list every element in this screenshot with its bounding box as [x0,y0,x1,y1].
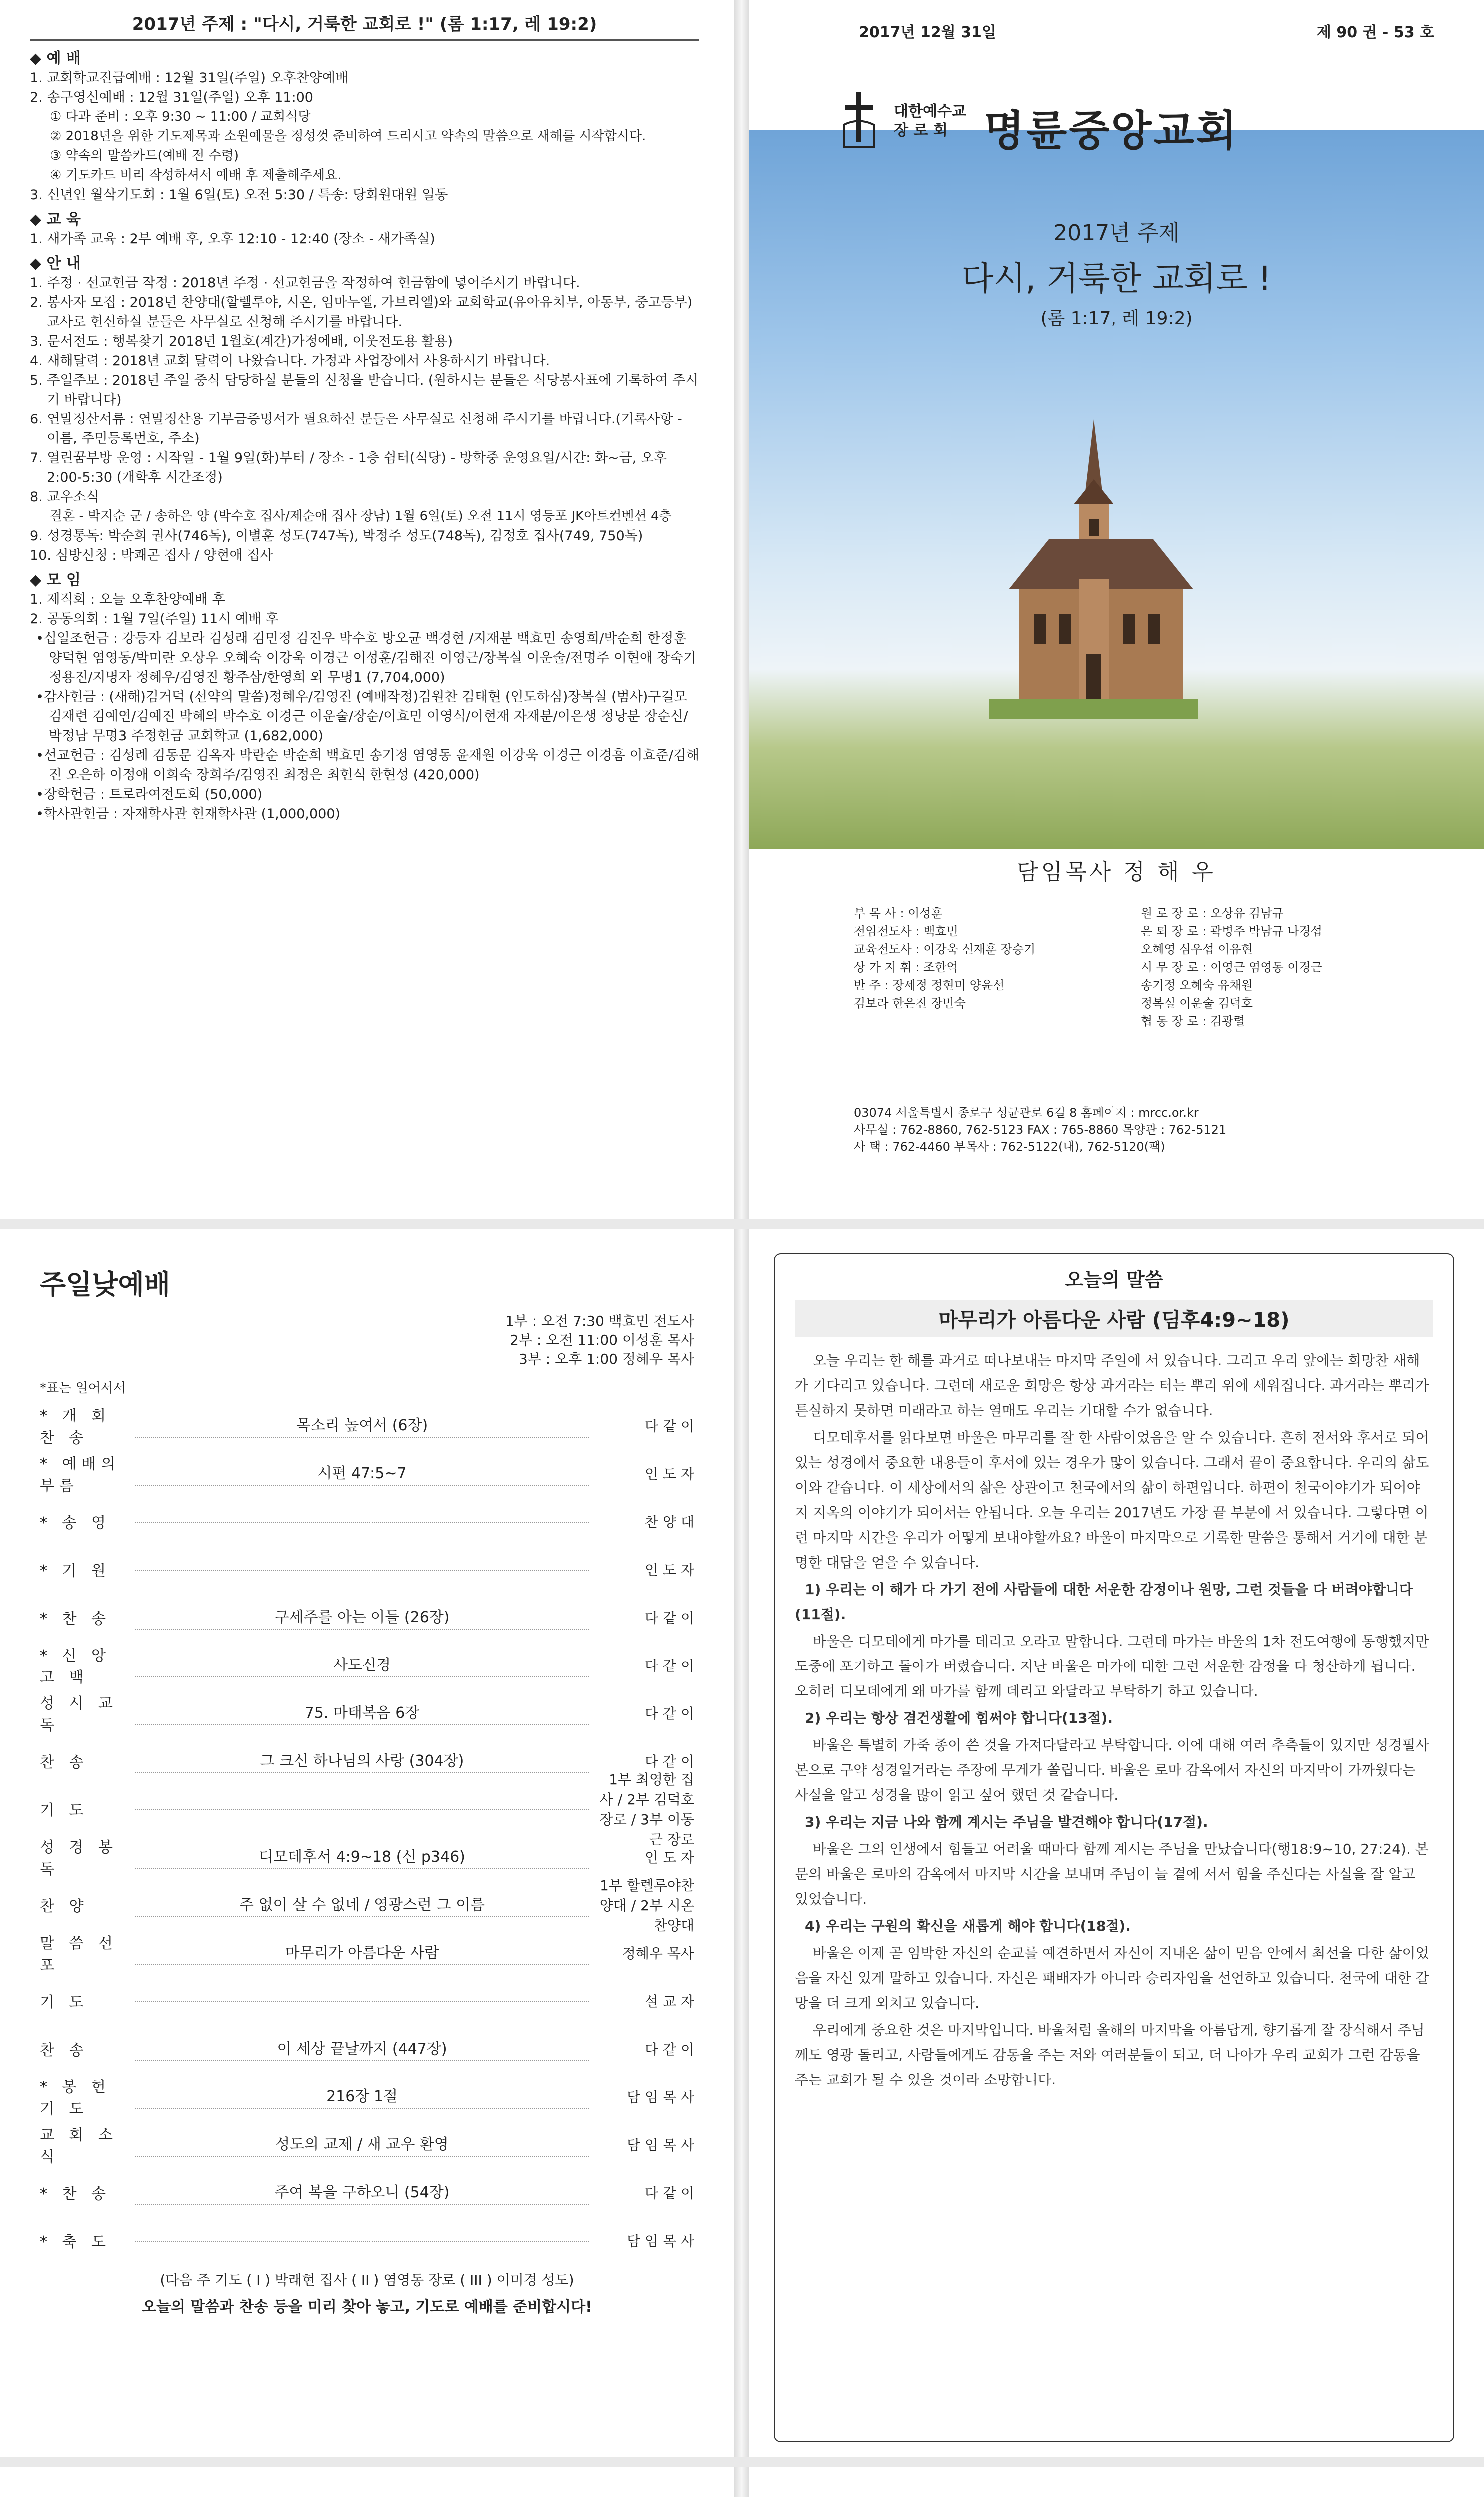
worship-row-content [135,1999,589,2002]
worship-row-content: 사도신경 [135,1653,589,1677]
church-address [854,1099,1408,1155]
worship-row-leader: 정혜우 목사 [622,1945,694,1962]
worship-row-label: 교 회 소 식 [40,2126,118,2166]
guide-item: 5. 주일주보 : 2018년 주일 중식 담당하실 분들의 신청을 받습니다. (원하시는 분들은 식당봉사표에 기록하여 주시기 바랍니다) [30,373,699,408]
staff-entry: 상 가 지 휘 : 조한억 [854,960,958,974]
senior-pastor: 담임목사 정 해 우 [1017,859,1216,885]
meeting-item: •학사관헌금 : 자재학사관 헌재학사관 (1,000,000) [36,806,341,822]
worship-row-leader: 인 도 자 [645,1466,694,1482]
sermon-body [795,1348,1433,2092]
sermon-paragraph: 바울은 특별히 가죽 종이 쓴 것을 가져다달라고 부탁합니다. 이에 대해 여러 추측들이 있지만 성경필사본으로 구약 성경일거라는 주장에 무게가 쏠립니다. 바울은 로마 감옥에서 자신의 마지막이 가까웠다는 사실을 알고 성경을 많이 읽고 싶어 했던 것 같습니다. [795,1737,1429,1803]
worship-row [40,2025,694,2073]
section-meeting-title: ◆ 모 임 [30,570,699,590]
meeting-item: •감사헌금 : (새해)김거덕 (선약의 말씀)정혜우/김영진 (예배작정)김원찬 김태현 (인도하심)장복실 (범사)구길모 김재련 김예연/김예진 박혜의 박수호 이경근 이운술/장순/이효민 이영식/이현재 자재분/이은생 정낭분 장순신/박정남 무명3 주정헌금 교회학교 (1,682,000) [36,689,688,744]
guide-item: 9. 성경통독: 박순희 권사(746독), 이별훈 성도(747독), 박정주 성도(748독), 김정호 집사(749, 750독) [30,528,643,544]
prepare-note: 오늘의 말씀과 찬송 등을 미리 찾아 놓고, 기도로 예배를 준비합시다! [142,2298,592,2316]
worship-row-content: 시편 47:5~7 [135,1461,589,1486]
notice-item: ① 다과 준비 : 오후 9:30 ~ 11:00 / 교회식당 [50,109,311,124]
guide-item: 3. 문서전도 : 행복찾기 2018년 1월호(계간)가정에배, 이웃전도용 활용) [30,334,453,349]
worship-row-leader: 1부 할렐루야찬양대 / 2부 시온 찬양대 [599,1877,694,1934]
worship-row [40,1737,694,1785]
offerings-panel [749,2467,1484,2497]
theme-heading: 2017년 주제 : "다시, 거룩한 교회로 !" (롬 1:17, 레 19:2) [30,15,699,41]
staff-entry: 협 동 장 로 : 김광렬 [1141,1014,1245,1028]
worship-row-label: * 기 원 [40,1562,111,1580]
worship-row-content: 75. 마태복음 6장 [135,1700,589,1725]
service-time: 3부 : 오후 1:00 정혜우 목사 [518,1351,694,1367]
worship-row-content: 마무리가 아름다운 사람 [135,1940,589,1965]
sermon-paragraph: 우리에게 중요한 것은 마지막입니다. 바울처럼 올해의 마지막을 아름답게, 향기롭게 잘 장식해서 주님께도 영광 돌리고, 사람들에게도 감동을 주는 저와 여러분들이 되고, 더 나아가 우리 교회가 그런 감동을 주는 교회가 될 수 있을 것이라 소망합니다. [795,2022,1425,2088]
worship-row-leader: 설 교 자 [645,1993,694,2010]
worship-row-label: * 찬 송 [40,1610,111,1628]
afternoon-panel [0,2467,734,2497]
guide-item: 2. 봉사자 모집 : 2018년 찬양대(할렐루야, 시온, 임마누엘, 가브리엘)와 교회학교(유아유치부, 아동부, 중고등부)교사로 헌신하실 분들은 사무실로 신청해 주시기를 바랍니다. [30,295,693,330]
worship-row-label: 성 경 봉 독 [40,1839,118,1878]
worship-row [40,1497,694,1545]
page-separator [0,2457,1484,2467]
worship-row-leader: 인 도 자 [645,1849,694,1866]
notice-item: ③ 약속의 말씀카드(예배 전 수령) [50,148,239,163]
meeting-notices [30,590,699,824]
sermon-paragraph: 1) 우리는 이 해가 다 가기 전에 사람들에 대한 서운한 감정이나 원망, 그런 것들을 다 버려야합니다(11절). [795,1581,1413,1623]
notice-item: 2. 송구영신예배 : 12월 31일(주일) 오후 11:00 [30,90,313,105]
guide-item: 4. 새해달력 : 2018년 교회 달력이 나왔습니다. 가정과 사업장에서 사용하시기 바랍니다. [30,353,550,369]
worship-row-content: 성도의 교제 / 새 교우 환영 [135,2132,589,2157]
guide-item: 6. 연말정산서류 : 연말정산용 기부금증명서가 필요하신 분들은 사무실로 신청해 주시기를 바랍니다.(기록사항 - 이름, 주민등록번호, 주소) [30,412,682,446]
stand-note: *표는 일어서서 [40,1381,126,1396]
org-denomination-line1: 대한예수교 [894,103,966,120]
worship-row-content: 216장 1절 [135,2084,589,2109]
page-separator [0,1219,1484,1229]
worship-row-leader: 찬 양 대 [645,1514,694,1530]
staff-entry: 김보라 한은진 장민숙 [854,996,966,1010]
staff-entry: 은 퇴 장 로 : 곽병주 박남규 나경섭 [1141,924,1322,938]
church-name: 명륜중앙교회 [984,106,1239,155]
worship-row-label: * 봉 헌 기 도 [40,2079,111,2118]
worship-row [40,1449,694,1497]
meeting-item: •선교헌금 : 김성례 김동문 김옥자 박란순 박순희 백효민 송기정 염영동 윤재원 이강욱 이경근 이경흠 이효준/김해진 오은하 이정애 이희숙 장희주/김영진 최정은 최헌식 한현성 (420,000) [36,748,699,783]
staff-list [854,899,1408,1030]
meeting-item: •장학헌금 : 트로라여전도회 (50,000) [36,787,263,802]
staff-entry: 부 목 사 : 이성훈 [854,906,943,920]
worship-row [40,2216,694,2264]
worship-row-content: 구세주를 아는 이들 (26장) [135,1605,589,1630]
sermon-paragraph: 디모데후서를 읽다보면 바울은 마무리를 잘 한 사람이었음을 알 수 있습니다. 흔히 전서와 후서로 되어 있는 성경에서 중요한 내용들이 후서에 있는 경우가 많이 있습니다. 그래서 끝이 중요합니다. 우리의 삶도 이와 같습니다. 이 세상에서의 삶은 상관이고 천국에서의 삶이 하편입니다. 하편이 천국이야기가 되어야지 지옥의 이야기가 되어서는 안됩니다. 오늘 우리는 2017년도 가장 끝 부분에 서 있습니다. 그렇다면 이런 마지막 시간을 우리가 어떻게 보내야할까요? 바울이 마지막으로 기록한 말씀을 통해서 거기에 대한 분명한 대답을 얻을 수 있습니다. [795,1429,1429,1571]
worship-row-label: * 개 회 찬 송 [40,1407,111,1447]
sermon-paragraph: 바울은 이제 곧 임박한 자신의 순교를 예견하면서 자신이 지내온 삶이 믿음 안에서 최선을 다한 삶이었음을 자신 있게 말하고 있습니다. 자신은 패배자가 아니라 승리자임을 선언하고 있습니다. 천국에 대한 갈망을 더 크게 외치고 있습니다. [795,1945,1429,2011]
service-time: 2부 : 오전 11:00 이성훈 목사 [510,1332,694,1348]
staff-entry: 원 로 장 로 : 오상유 김남규 [1141,906,1284,920]
worship-row-label: 찬 송 [40,1754,89,1771]
worship-row-leader: 다 같 이 [645,1705,694,1722]
sermon-paragraph: 바울은 디모데에게 마가를 데리고 오라고 말합니다. 그런데 마가는 바울의 1차 전도여행에 동행했지만 도중에 포기하고 돌아가 버렸습니다. 지난 바울은 마가에 대한 그런 서운한 감정을 다 청산하게 됩니다. 오히려 디모데에게 왜 마가를 함께 데리고 와달라고 부탁하기 하고 있습니다. [795,1633,1429,1699]
worship-row-content: 목소리 높여서 (6장) [135,1413,589,1438]
worship-row [40,2168,694,2216]
meeting-item: 2. 공동의회 : 1월 7일(주일) 11시 예배 후 [30,611,279,627]
sermon-box [774,1253,1454,2442]
worship-notices [30,68,699,205]
worship-row [40,1771,694,1848]
worship-row-content: 주 없이 살 수 없네 / 영광스런 그 이름 [135,1892,589,1917]
page-fold [734,0,749,2497]
worship-row-label: 말 씀 선 포 [40,1935,118,1974]
worship-row-content: 이 세상 끝날까지 (447장) [135,2036,589,2061]
section-guide-title: ◆ 안 내 [30,254,699,273]
address-line: 사무실 : 762-8860, 762-5123 FAX : 765-8860 목양관 : 762-5121 [854,1123,1227,1137]
worship-row [40,1833,694,1881]
cover-panel [749,0,1484,1219]
worship-row [40,1877,694,1934]
guide-item: 1. 주정 · 선교헌금 작정 : 2018년 주정 · 선교헌금을 작정하여 헌금함에 넣어주시기 바랍니다. [30,275,580,291]
worship-row-label: 찬 양 [40,1898,89,1915]
staff-entry: 교육전도사 : 이강욱 신재훈 장승기 [854,942,1036,956]
worship-row [40,1641,694,1689]
worship-row [40,2073,694,2120]
notice-item: ④ 기도카드 비리 작성하셔서 예배 후 제출해주세요. [50,168,342,183]
worship-row [40,1689,694,1737]
worship-row-label: * 송 영 [40,1514,111,1532]
worship-row-content: 주여 복을 구하오니 (54장) [135,2180,589,2205]
sermon-paragraph: 오늘 우리는 한 해를 과거로 떠나보내는 마지막 주일에 서 있습니다. 그리고 우리 앞에는 희망찬 새해가 기다리고 있습니다. 그런데 새로운 희망은 항상 과거라는 터는 뿌리 위에 세워집니다. 과거라는 뿌리가 튼실하지 못하면 미래라고 하는 열매도 우리는 기대할 수가 없습니다. [795,1352,1429,1419]
org-denomination-line2: 장 로 회 [894,122,948,139]
worship-row-leader: 인 도 자 [645,1562,694,1578]
address-line: 사 택 : 762-4460 부목사 : 762-5122(내), 762-5120(팩) [854,1140,1165,1154]
staff-entry: 시 무 장 로 : 이영근 염영동 이경근 [1141,960,1322,974]
cover-theme-label: 2017년 주제 [1053,220,1180,246]
cover-issue: 제 90 권 - 53 호 [1316,24,1434,41]
worship-row-label: 기 도 [40,1994,89,2011]
notice-item: ② 2018년을 위한 기도제목과 소원예물을 정성껏 준비하여 드리시고 약속의 말씀으로 새해를 시작합시다. [50,129,646,144]
cover-header [749,0,1484,42]
next-prayer-note: (다음 주 기도 ( I ) 박래현 집사 ( II ) 염영동 장로 ( III ) 이미경 성도) [160,2272,574,2288]
edu-item: 1. 새가족 교육 : 2부 예배 후, 오후 12:10 - 12:40 (장소 - 새가족실) [30,231,435,247]
sermon-panel [749,1229,1484,2457]
cover-date: 2017년 12월 31일 [859,24,996,41]
worship-row-label: * 축 도 [40,2233,111,2251]
worship-row-label: 기 도 [40,1802,89,1819]
notice-item: 3. 신년인 월삭기도회 : 1월 6일(토) 오전 5:30 / 특송: 당회원대원 일동 [30,187,448,203]
worship-row [40,1593,694,1641]
church-logo-icon [839,90,879,150]
guide-item: 7. 열린꿈부방 운영 : 시작일 - 1월 9일(화)부터 / 장소 - 1층 쉼터(식당) - 방학중 운영요일/시간: 화~금, 오후 2:00-5:30 (개학후 시간조정) [30,450,667,485]
worship-row-leader: 담 임 목 사 [627,2089,694,2105]
staff-entry: 정복실 이운술 김덕호 [1141,996,1253,1010]
staff-entry: 전임전도사 : 백효민 [854,924,958,938]
guide-notices [30,273,699,565]
meeting-item: •십일조헌금 : 강등자 김보라 김성래 김민정 김진우 박수호 방오균 백경현 /지재분 백효민 송영희/박순희 한정훈 양덕현 염영동/박미란 오상우 오혜숙 이강욱 이경근 이성훈/김해진 이영근/장복실 이운술/전명주 이현애 장숙기 정용진/지명자 정혜우/김영진 황주삼/한영희 외 무명1 (7,704,000) [36,631,696,685]
sermon-paragraph: 4) 우리는 구원의 확신을 새롭게 해야 합니다(18절). [805,1918,1131,1934]
guide-item: 결혼 - 박지순 군 / 송하은 양 (박수호 집사/제순애 집사 장남) 1월 6일(토) 오전 11시 영등포 JK아트컨벤션 4층 [50,509,672,524]
cover-theme [749,215,1484,330]
worship-row-leader: 다 같 이 [645,1658,694,1674]
worship-row-label: * 찬 송 [40,2185,111,2203]
section-edu-title: ◆ 교 육 [30,210,699,229]
church-building-illustration [989,419,1198,719]
worship-row-leader: 다 같 이 [645,1753,694,1770]
sermon-title: 마무리가 아름다운 사람 (딤후4:9~18) [795,1300,1433,1337]
staff-entry: 오혜영 심우섭 이유현 [1141,942,1253,956]
worship-row [40,1401,694,1449]
worship-row-content [135,2239,589,2242]
address-line: 03074 서울특별시 종로구 성균관로 6길 8 홈페이지 : mrcc.or.kr [854,1106,1199,1120]
sermon-paragraph: 바울은 그의 인생에서 힘들고 어려울 때마다 함께 계시는 주님을 만났습니다(행18:9~10, 27:24). 본문의 바울은 로마의 감옥에서 마지막 시간을 보내며 주님이 늘 곁에 서서 힘을 주신다는 사실을 잘 알고 있었습니다. [795,1841,1429,1907]
worship-row-content: 그 크신 하나님의 사랑 (304장) [135,1748,589,1773]
todays-word-label: 오늘의 말씀 [1065,1269,1163,1291]
sunday-worship-panel [0,1229,734,2457]
worship-row-content [135,1568,589,1571]
staff-entry: 반 주 : 장세정 정현미 양윤선 [854,978,1005,992]
worship-row-leader: 담 임 목 사 [627,2233,694,2249]
worship-row [40,1545,694,1593]
worship-row-content [135,1520,589,1523]
notice-item: 1. 교회학교진급예배 : 12월 31일(주일) 오후찬양예배 [30,70,349,86]
worship-row-leader: 다 같 이 [645,1610,694,1626]
staff-entry [854,1012,1121,1030]
worship-row-label: * 신 앙 고 백 [40,1647,111,1686]
worship-row-leader: 1부 최영한 집사 / 2부 김덕호 장로 / 3부 이동근 장로 [599,1771,694,1848]
cover-theme-ref: (롬 1:17, 레 19:2) [1040,308,1193,329]
worship-row-leader: 담 임 목 사 [627,2137,694,2153]
org-denomination [894,102,966,140]
worship-row-label: 찬 송 [40,2042,89,2059]
edu-notices [30,229,699,249]
guide-item: 8. 교우소식 [30,489,99,505]
worship-row-label: * 예배의 부름 [40,1455,121,1495]
guide-item: 10. 심방신청 : 박쾌곤 집사 / 양현애 집사 [30,548,273,563]
sermon-paragraph: 2) 우리는 항상 겸건생활에 힘써야 합니다(13절). [805,1710,1113,1726]
sermon-paragraph: 3) 우리는 지금 나와 함께 계시는 주님을 발견해야 합니다(17절). [805,1814,1208,1830]
order-of-worship [40,1401,694,2264]
worship-row-leader: 다 같 이 [645,2041,694,2058]
worship-row-content: 디모데후서 4:9~18 (신 p346) [135,1844,589,1869]
worship-row [40,1977,694,2025]
worship-row-content [135,1807,589,1810]
sunday-worship-title: 주일낮예배 [40,1269,170,1300]
service-time: 1부 : 오전 7:30 백효민 전도사 [505,1313,694,1329]
worship-row-label: 성 시 교 독 [40,1695,118,1734]
service-times [40,1312,694,1369]
cover-theme-main: 다시, 거룩한 교회로 ! [961,259,1272,298]
staff-entry: 송기정 오혜숙 유채원 [1141,978,1253,992]
worship-row-leader: 다 같 이 [645,2185,694,2201]
announcements-panel [0,0,734,1219]
worship-row-leader: 다 같 이 [645,1418,694,1434]
worship-row [40,1929,694,1977]
meeting-item: 1. 제직회 : 오늘 오후찬양예배 후 [30,592,225,607]
worship-row [40,2120,694,2168]
section-worship-title: ◆ 예 배 [30,49,699,68]
